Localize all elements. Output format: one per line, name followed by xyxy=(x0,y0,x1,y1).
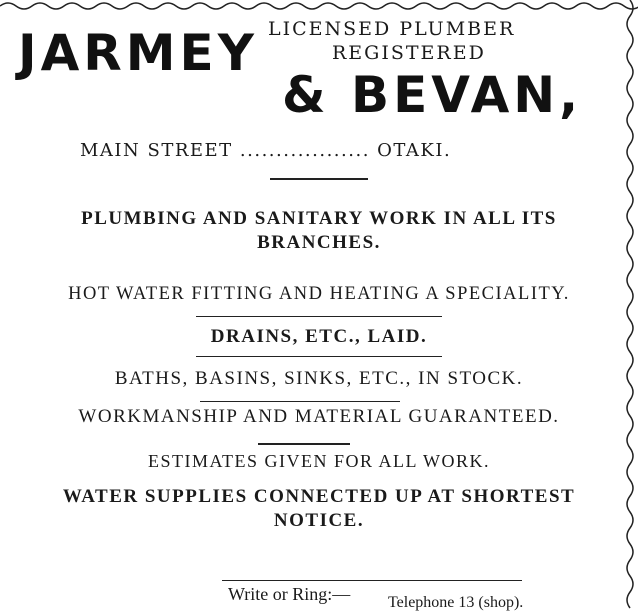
firm-name-bevan: & BEVAN, xyxy=(282,66,583,124)
address-town: OTAKI. xyxy=(377,140,452,161)
divider-rule xyxy=(200,401,400,402)
service-hot-water: HOT WATER FITTING AND HEATING A SPECIALITY. xyxy=(68,284,570,304)
service-estimates: ESTIMATES GIVEN FOR ALL WORK. xyxy=(147,451,490,471)
contact-prompt: Write or Ring:— xyxy=(228,584,351,604)
divider-rule xyxy=(196,356,442,357)
divider-rule xyxy=(222,580,522,581)
service-water-supplies-cont: NOTICE. xyxy=(273,510,365,531)
address-leader: .................. xyxy=(239,140,370,161)
contact-telephone: Telephone 13 (shop). xyxy=(388,594,524,611)
service-plumbing: PLUMBING AND SANITARY WORK IN ALL ITS xyxy=(81,208,557,229)
firm-name-jarmey: JARMEY xyxy=(18,24,258,82)
service-baths: BATHS, BASINS, SINKS, ETC., IN STOCK. xyxy=(114,368,524,389)
divider-rule xyxy=(270,178,368,180)
credential-registered: REGISTERED xyxy=(332,42,486,64)
address-street: MAIN STREET xyxy=(80,140,233,161)
divider-rule xyxy=(196,316,442,317)
divider-rule xyxy=(258,443,350,445)
service-water-supplies: WATER SUPPLIES CONNECTED UP AT SHORTEST xyxy=(62,486,576,507)
service-workmanship: WORKMANSHIP AND MATERIAL GUARANTEED. xyxy=(78,406,560,427)
credential-licensed: LICENSED PLUMBER xyxy=(268,18,516,40)
address-line xyxy=(80,140,451,161)
service-plumbing-cont: BRANCHES. xyxy=(257,232,381,253)
service-drains: DRAINS, ETC., LAID. xyxy=(210,326,428,347)
